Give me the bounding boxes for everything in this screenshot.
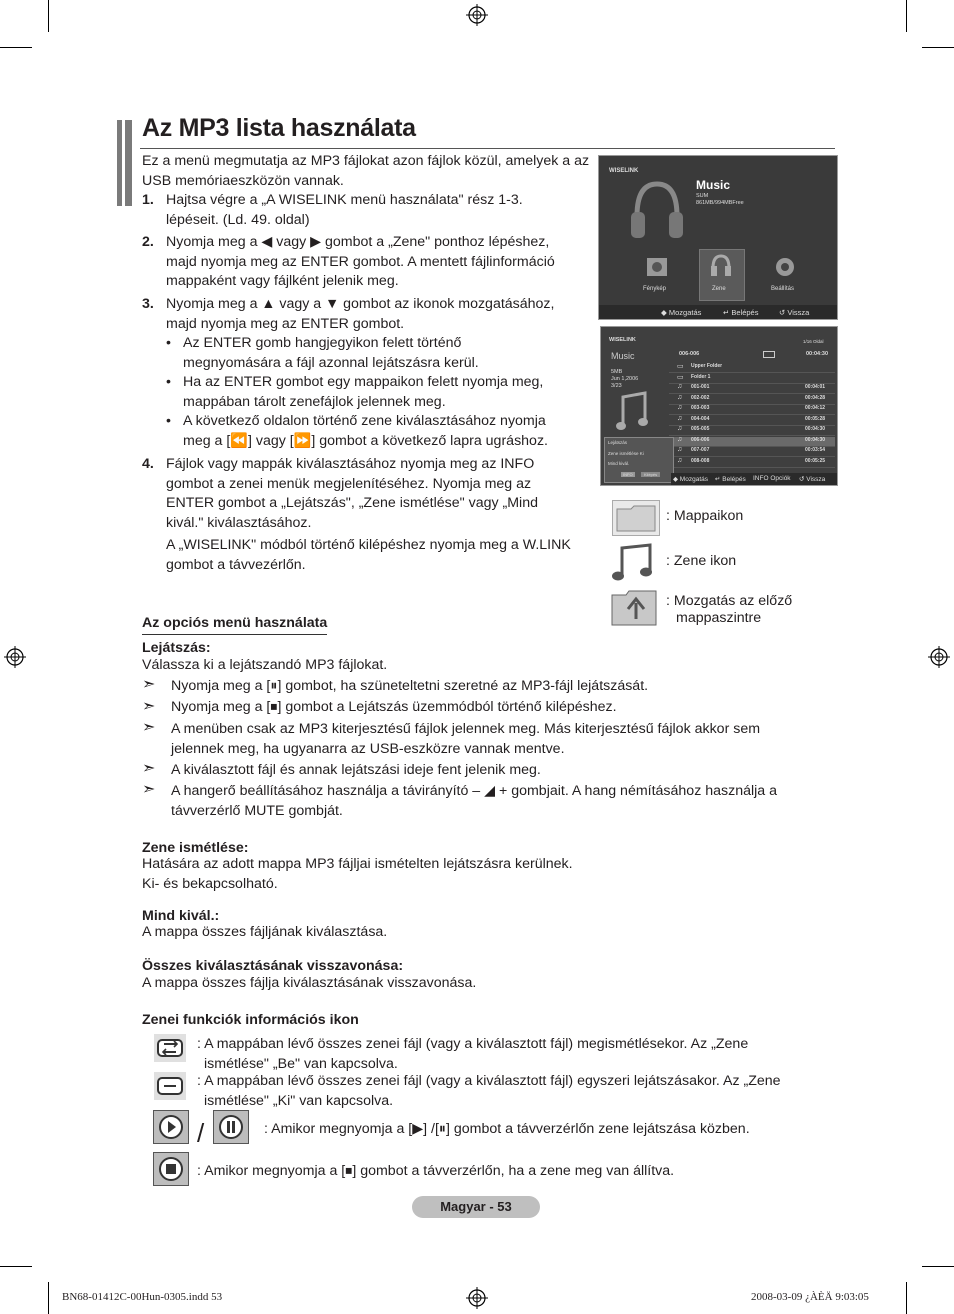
step-line: ENTER gombot a „Lejátszás", „Zene ismétlése" vagy „Mind: [166, 495, 538, 511]
note-3: [171, 720, 760, 759]
step-line: majd nyomja meg az ENTER gombot.: [166, 315, 405, 332]
folder-icon: [613, 501, 659, 535]
bullet: •: [166, 374, 171, 390]
table-row[interactable]: [669, 437, 835, 447]
deselect-heading: Összes kiválasztásának visszavonása:: [142, 958, 404, 974]
step-2: [142, 233, 602, 292]
photo-icon: [645, 254, 669, 280]
step-line: gombot a zenei menük megjelenítéséhez. Nyomja meg az: [166, 475, 532, 492]
music-note-icon: ♫: [677, 383, 683, 390]
play-icon: [153, 1110, 189, 1144]
folder-up-icon: [610, 585, 662, 629]
file-duration: 00:04:12: [805, 405, 826, 411]
option-heading: Az opciós menü használata: [142, 614, 327, 635]
repeat-heading: Zene ismétlése:: [142, 840, 249, 856]
bullet-line: Ha az ENTER gombot egy mappaikon felett nyomja meg,: [183, 374, 544, 390]
file-duration: 00:04:30: [805, 426, 826, 432]
table-row[interactable]: [669, 458, 835, 468]
help-return: ↺ Vissza: [779, 308, 810, 317]
file-date: Jun 1,2006: [611, 376, 639, 382]
file-name: 008-008: [691, 457, 710, 464]
step-line: Hajtsa végre a „A WISELINK menü használata" rész 1-3.: [166, 192, 523, 208]
file-name: 005-005: [691, 426, 710, 432]
music-note-icon: [610, 542, 656, 582]
crop-mark: [0, 47, 32, 48]
note-4: A kiválasztott fájl és annak lejátszási ideje fent jelenik meg.: [171, 762, 541, 778]
note-line: távverzérlő MUTE gombját.: [171, 802, 343, 819]
repeat-on-icon: [154, 1034, 186, 1062]
file-duration: 00:04:01: [805, 384, 826, 390]
func-line: : A mappában lévő összes zenei fájl (vagy a kiválasztott fájl) egyszeri lejátszásakor. Az „Zene: [197, 1073, 781, 1089]
popup-item-play[interactable]: Lejátszás: [608, 440, 628, 445]
legend-up-line2: mappaszintre: [676, 610, 762, 626]
menu-item-music[interactable]: Zene: [712, 286, 726, 292]
repeat-line: Hatására az adott mappa MP3 fájljai ismételten lejátszásra kerülnek.: [142, 856, 573, 872]
step-number: 2.: [142, 234, 154, 250]
file-size: 5MB: [611, 369, 623, 375]
menu-item-photo[interactable]: Fénykép: [643, 286, 667, 292]
headphones-icon: [627, 176, 687, 246]
func-line: : A mappában lévő összes zenei fájl (vagy a kiválasztott fájl) megismétlésekor. Az „Zene: [197, 1036, 749, 1052]
music-note-icon: ♫: [677, 393, 683, 401]
func-line: ismétlése" „Ki" van kapcsolva.: [204, 1092, 394, 1109]
step-line: lépéseit. (Ld. 49. oldal): [166, 211, 310, 228]
crop-mark: [48, 0, 49, 32]
note-line: jelennek meg, ha ugyanarra az USB-eszközre vannak mentve.: [171, 740, 565, 757]
music-icon: [709, 254, 733, 280]
legend-folder: : Mappaikon: [666, 508, 744, 524]
table-row[interactable]: [669, 363, 835, 373]
intro-text: Ez a menü megmutatja az MP3 fájlokat azon fájlok közül, amelyek a az USB memóriaeszközön vannak.: [142, 153, 590, 189]
help-move: ◆ Mozgatás: [661, 308, 702, 317]
step-3: [142, 295, 602, 334]
file-index: 3/23: [611, 383, 622, 389]
bullet-line: A következő oldalon történő zene kiválasztásához nyomja: [183, 413, 546, 429]
file-name: 004-004: [691, 415, 710, 422]
file-name: 007-007: [691, 447, 710, 453]
note-line: A hangerő beállításához használja a távirányító – ◢ + gombjait. A hang némításához használja a: [171, 783, 778, 799]
table-row[interactable]: [669, 426, 835, 436]
step-line: Nyomja meg a ◀ vagy ▶ gombot a „Zene" ponthoz lépéshez,: [166, 234, 550, 250]
music-note-icon: ♫: [677, 456, 683, 464]
step-line: majd nyomja meg az ENTER gombot. A mentett fájlinformáció: [166, 253, 555, 270]
wiselink-main-screen: [598, 155, 838, 320]
stop-icon: [153, 1152, 189, 1186]
file-name: 003-003: [691, 405, 710, 411]
deselect-desc: A mappa összes fájlja kiválasztásának visszavonása.: [142, 975, 477, 991]
step-line: mappaként vagy fájlként jelenik meg.: [166, 273, 399, 289]
repeat-line: Ki- és bekapcsolható.: [142, 875, 278, 892]
selectall-heading: Mind kivál.:: [142, 908, 220, 924]
help-move: ◆ Mozgatás: [673, 476, 708, 483]
crop-mark: [906, 1282, 907, 1314]
music-note-icon: ♫: [677, 435, 683, 443]
title-bar: [125, 120, 132, 206]
title-bar: [117, 120, 122, 206]
bullet-line: meg a [⏪] vagy [⏩] gombot a következő lapra ugráshoz.: [183, 432, 548, 449]
music-list-screen: [600, 326, 838, 486]
func-repeat-on: [197, 1035, 748, 1074]
popup-item-repeat[interactable]: Zene ismétlése Ki: [608, 451, 644, 456]
crop-mark: [906, 0, 907, 32]
music-note-icon: [615, 389, 651, 435]
page-number: Magyar - 53: [412, 1196, 540, 1218]
popup-exit-button[interactable]: Kilépés: [641, 472, 660, 477]
file-name: 001-001: [691, 384, 710, 390]
crop-mark: [922, 47, 954, 48]
file-duration: 00:04:28: [805, 394, 826, 401]
help-options: INFO Opciók: [753, 475, 791, 482]
func-line: ismétlése" „Be" van kapcsolva.: [204, 1055, 398, 1072]
table-row[interactable]: [669, 405, 835, 415]
legend-up-line1: : Mozgatás az előző: [666, 593, 793, 609]
func-repeat-off: [197, 1072, 781, 1111]
bullet-line: mappában tárolt zenefájlok jelennek meg.: [183, 393, 446, 410]
file-name: 006-006: [691, 436, 710, 443]
folder-icon: ▭: [677, 373, 684, 381]
repeat-desc: [142, 855, 573, 894]
screen-label: Music: [696, 178, 731, 192]
help-bar: [599, 305, 837, 319]
current-time: 00:04:30: [806, 351, 829, 357]
step-line: Fájlok vagy mappák kiválasztásához nyomja meg az INFO: [166, 456, 535, 472]
step-1: [142, 191, 602, 230]
note-1: Nyomja meg a [⏸] gombot, ha szüneteltetni szeretné az MP3-fájl lejátszását.: [171, 678, 649, 694]
help-enter: ↵ Belépés: [723, 308, 759, 317]
file-duration: 00:03:54: [805, 447, 826, 453]
music-note-icon: ♫: [677, 404, 683, 411]
play-desc: Válassza ki a lejátszandó MP3 fájlokat.: [142, 657, 388, 673]
screen-label: Music: [611, 351, 635, 361]
step-4: [142, 455, 602, 575]
note-arrow-icon: ➣: [142, 698, 156, 715]
crop-mark: [0, 1266, 32, 1267]
device-name: SUM: [696, 193, 709, 199]
step-line: gombot a távvezérlőn.: [166, 556, 306, 573]
table-row[interactable]: [669, 395, 835, 405]
brand-logo: WISELINK: [609, 337, 636, 343]
menu-item-settings[interactable]: Beállítás: [771, 286, 795, 292]
file-duration: 00:04:30: [805, 436, 826, 443]
registration-mark-icon: [928, 646, 950, 668]
file-name: Folder 1: [691, 373, 711, 380]
table-row[interactable]: [669, 416, 835, 426]
step-line: kivál." kiválasztásához.: [166, 514, 312, 531]
page-title: Az MP3 lista használata: [142, 114, 416, 142]
footer-timestamp: 2008-03-09 ¿ÀÈÄ 9:03:05: [751, 1291, 869, 1303]
registration-mark-icon: [4, 646, 26, 668]
music-note-icon: ♫: [677, 425, 683, 432]
crop-mark: [922, 1266, 954, 1267]
func-stop: : Amikor megnyomja a [⏹] gombot a távverzérlőn, ha a zene meg van állítva.: [197, 1163, 675, 1179]
folder-icon-box: [612, 500, 660, 536]
option-popup: [604, 437, 674, 483]
info-heading: Zenei funkciók információs ikon: [142, 1012, 359, 1028]
crop-mark: [48, 1282, 49, 1314]
bullet: •: [166, 413, 171, 429]
note-line: A menüben csak az MP3 kiterjesztésű fájlok jelennek meg. Más kiterjesztésű fájlok akkor sem: [171, 721, 761, 737]
table-row[interactable]: [669, 447, 835, 457]
step-line: Nyomja meg a ▲ vagy a ▼ gombot az ikonok mozgatásához,: [166, 296, 555, 312]
note-arrow-icon: ➣: [142, 676, 156, 693]
file-duration: 00:05:25: [805, 457, 826, 464]
music-note-icon: ♫: [677, 446, 683, 453]
step-number: 3.: [142, 296, 154, 312]
pause-icon: [213, 1110, 249, 1144]
file-name: 002-002: [691, 394, 710, 401]
music-note-icon: ♫: [677, 414, 683, 422]
table-row[interactable]: [669, 374, 835, 384]
note-5: [171, 782, 777, 821]
step-number: 1.: [142, 192, 154, 208]
bullet-line: megnyomására a fájl azonnal lejátszásra kerül.: [183, 354, 479, 371]
page-indicator: 1/16 Oldal: [803, 339, 824, 344]
bullet: •: [166, 335, 171, 351]
folder-icon: ▭: [677, 363, 684, 370]
table-row[interactable]: [669, 384, 835, 394]
current-track: 006-006: [679, 351, 700, 357]
step-line: A „WISELINK" módból történő kilépéshez nyomja meg a W.LINK: [166, 537, 571, 553]
repeat-off-icon: [154, 1072, 186, 1100]
note-2: Nyomja meg a [⏹] gombot a Lejátszás üzemmódból történő kilépéshez.: [171, 699, 617, 715]
file-name: Upper Folder: [691, 363, 723, 369]
note-arrow-icon: ➣: [142, 781, 156, 798]
play-heading: Lejátszás:: [142, 640, 211, 656]
popup-info-badge: INFO: [623, 472, 633, 477]
help-bar: [671, 473, 837, 485]
help-return: ↺ Vissza: [799, 476, 826, 483]
step-3-bullets: [166, 334, 596, 451]
slash-separator: /: [197, 1118, 205, 1148]
func-play-pause: : Amikor megnyomja a [▶] /[⏸] gombot a távverzérlőn zene lejátszása közben.: [264, 1121, 750, 1137]
popup-item-select-all[interactable]: Mind kivál.: [608, 461, 630, 466]
registration-mark-icon: [466, 1287, 488, 1309]
title-rule: [140, 148, 835, 149]
footer-filename: BN68-01412C-00Hun-0305.indd 53: [62, 1291, 223, 1303]
settings-icon: [773, 254, 797, 280]
free-space: 861MB/994MBFree: [696, 200, 744, 206]
note-arrow-icon: ➣: [142, 719, 156, 736]
bullet-line: Az ENTER gomb hangjegyikon felett történő: [183, 335, 462, 351]
help-enter: ↵ Belépés: [715, 476, 746, 483]
note-arrow-icon: ➣: [142, 760, 156, 777]
step-number: 4.: [142, 456, 154, 472]
selectall-desc: A mappa összes fájljának kiválasztása.: [142, 924, 388, 940]
legend-music: : Zene ikon: [666, 553, 737, 569]
progress-icon: [763, 351, 775, 358]
file-duration: 00:05:28: [805, 415, 826, 422]
brand-logo: WISELINK: [609, 168, 639, 174]
registration-mark-icon: [466, 4, 488, 26]
